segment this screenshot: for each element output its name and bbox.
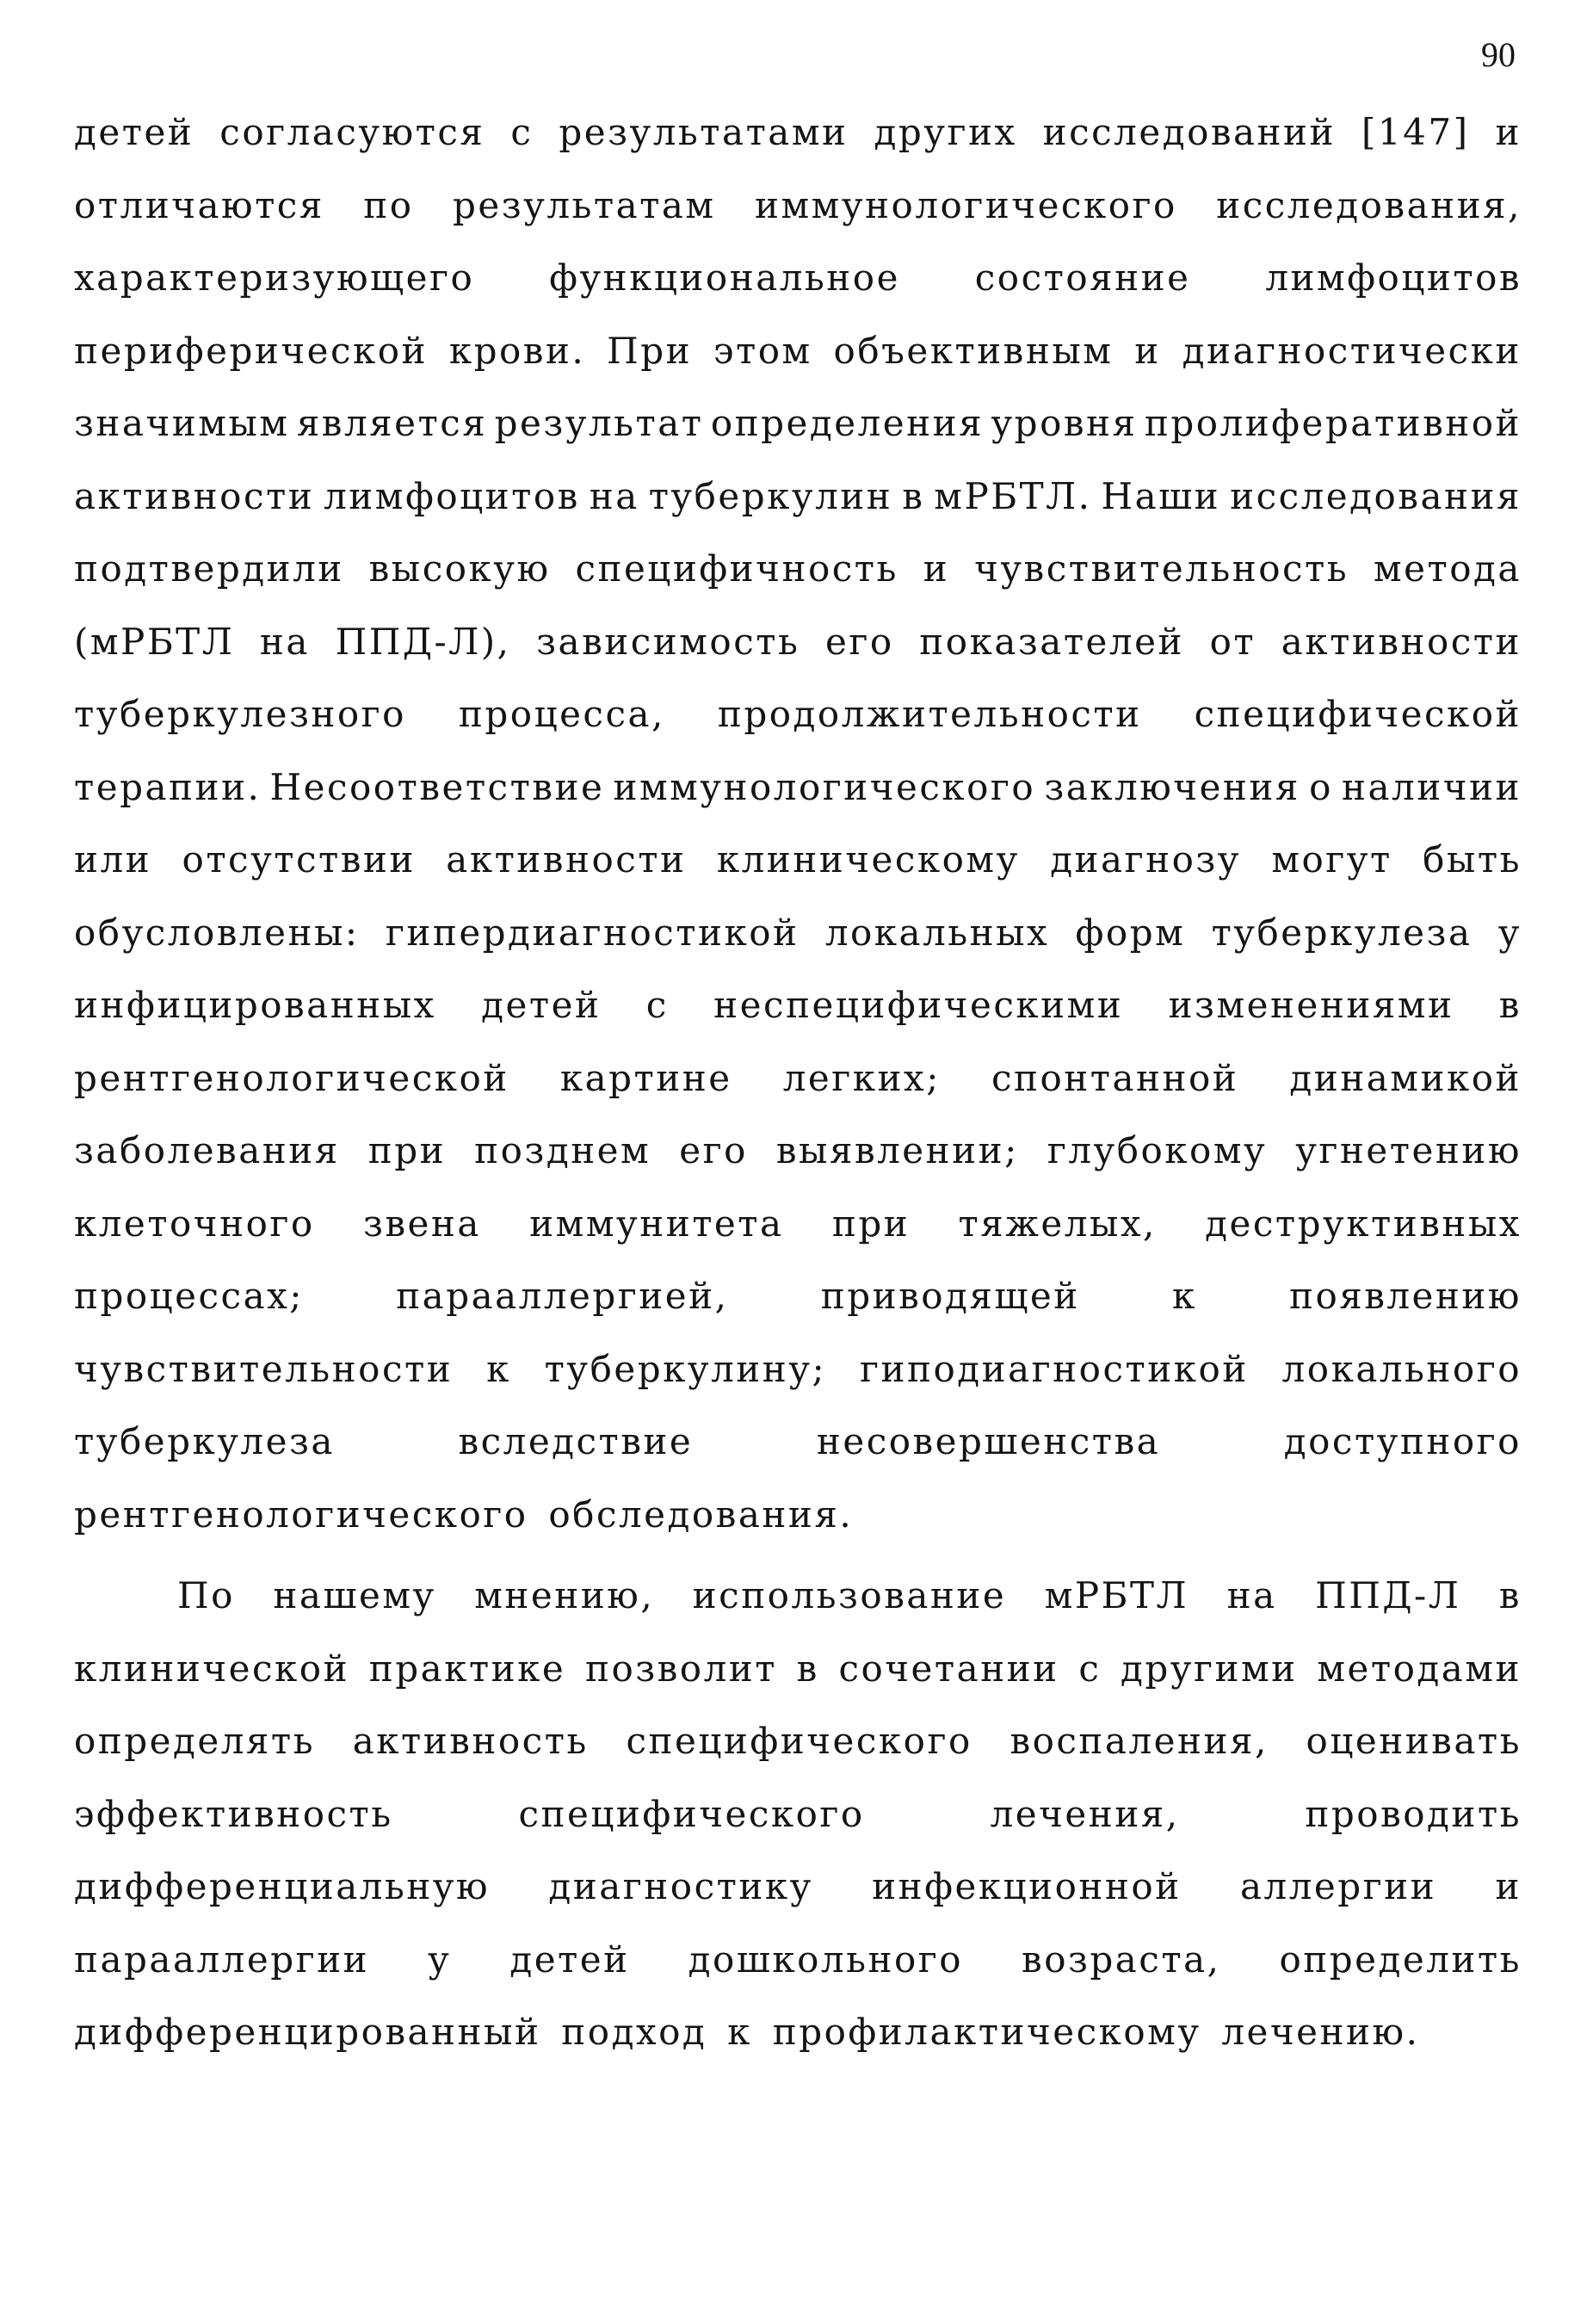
word: позволит <box>584 1647 777 1690</box>
word: отсутствии <box>182 838 416 881</box>
word: туберкулеза <box>74 1420 335 1462</box>
text-line <box>74 533 1522 606</box>
word: клиническому <box>716 838 1020 881</box>
word: проводить <box>1305 1792 1522 1835</box>
word: в <box>1498 1574 1522 1616</box>
text-line <box>74 897 1522 970</box>
word: выявлении; <box>775 1129 1019 1171</box>
word: на <box>259 620 310 663</box>
text-line <box>74 460 1522 534</box>
word: По <box>177 1574 235 1616</box>
word: в <box>1498 984 1522 1026</box>
word: быть <box>1423 838 1522 881</box>
word: показателей <box>919 620 1184 663</box>
word: аллергии <box>1240 1865 1437 1907</box>
page-number: 90 <box>1481 35 1516 74</box>
word: с <box>645 984 669 1026</box>
word: Наши <box>1101 474 1221 517</box>
word: у <box>428 1938 452 1981</box>
word: другими <box>1121 1647 1298 1690</box>
word: несовершенства <box>816 1420 1161 1462</box>
word: с <box>510 111 534 153</box>
word: При <box>607 329 693 372</box>
word: угнетению <box>1295 1129 1522 1171</box>
word: лечения, <box>990 1792 1180 1835</box>
word: диагностику <box>548 1865 813 1907</box>
word: туберкулезного <box>74 693 406 735</box>
word: объективным <box>833 329 1114 372</box>
word: парааллергией, <box>396 1275 729 1317</box>
word: состояние <box>974 257 1191 299</box>
word: уровня <box>991 402 1138 444</box>
word: высокую <box>368 547 551 590</box>
word: к <box>486 1347 511 1390</box>
text-line: дифференцированный подход к профилактическому лечению. <box>74 2011 1420 2053</box>
word: позднем <box>474 1129 651 1171</box>
word: исследований <box>1042 111 1337 153</box>
word: практике <box>368 1647 566 1690</box>
text-line <box>74 1560 1522 1633</box>
word: на <box>589 474 639 517</box>
word: пролиферативной <box>1144 402 1522 444</box>
word: ППД-Л <box>1315 1574 1461 1616</box>
word: Несоответствие <box>269 765 605 808</box>
text-line <box>74 1406 1522 1479</box>
word: периферической <box>74 329 429 372</box>
word: детей <box>481 984 602 1026</box>
word: характеризующего <box>74 257 475 299</box>
word: доступного <box>1283 1420 1522 1462</box>
text-line <box>74 96 1522 170</box>
text-line <box>74 1260 1522 1333</box>
word: специфической <box>1194 693 1522 735</box>
word: отличаются <box>74 183 324 226</box>
word: картине <box>559 1056 732 1099</box>
word: и <box>1134 329 1161 372</box>
text-line <box>74 1042 1522 1116</box>
word: туберкулеза <box>1211 911 1473 954</box>
word: неспецифическими <box>713 984 1124 1026</box>
word: подтвердили <box>74 547 344 590</box>
word: возраста, <box>1022 1938 1221 1981</box>
word: клинической <box>74 1647 350 1690</box>
word: зависимость <box>536 620 800 663</box>
word: других <box>874 111 1017 153</box>
text-line <box>74 1188 1522 1261</box>
word: наличии <box>1342 765 1522 808</box>
word: и <box>1495 111 1522 153</box>
word: активности <box>74 474 315 517</box>
word: активности <box>1281 620 1522 663</box>
word: приводящей <box>820 1275 1080 1317</box>
word: спонтанной <box>991 1056 1239 1099</box>
word: метода <box>1374 547 1522 590</box>
word: диагнозу <box>1050 838 1241 881</box>
text-line <box>74 315 1522 388</box>
word: локального <box>1281 1347 1522 1390</box>
word: этом <box>713 329 812 372</box>
text-line <box>74 678 1522 751</box>
word: обусловлены: <box>74 911 360 954</box>
word: от <box>1209 620 1256 663</box>
word: туберкулину; <box>544 1347 827 1390</box>
word: активность <box>352 1720 589 1762</box>
word: появлению <box>1288 1275 1522 1317</box>
word: нашему <box>273 1574 436 1616</box>
word: функциональное <box>549 257 900 299</box>
word: исследования, <box>1216 183 1522 226</box>
word: форм <box>1075 911 1186 954</box>
word: или <box>74 838 152 881</box>
word: специфического <box>518 1792 865 1835</box>
word: мнению, <box>474 1574 655 1616</box>
word: специфического <box>626 1720 972 1762</box>
text-line <box>74 1778 1522 1851</box>
word: чувствительности <box>74 1347 454 1390</box>
word: эффективность <box>74 1792 393 1835</box>
word: при <box>831 1202 911 1245</box>
word: ППД-Л), <box>335 620 511 663</box>
word: воспаления, <box>1010 1720 1269 1762</box>
word: дифференциальную <box>74 1865 491 1907</box>
text-line <box>74 1924 1522 1997</box>
text-line <box>74 969 1522 1042</box>
paragraph <box>74 1560 1522 2069</box>
word: гиподиагностикой <box>860 1347 1249 1390</box>
text-line <box>74 1705 1522 1778</box>
word: парааллергии <box>74 1938 370 1981</box>
word: и <box>1495 1865 1522 1907</box>
text-line <box>74 387 1522 460</box>
word: иммунологического <box>613 765 1036 808</box>
word: рентгенологической <box>74 1056 509 1099</box>
word: дошкольного <box>688 1938 964 1981</box>
word: определения <box>710 402 985 444</box>
text-line <box>74 170 1522 243</box>
word: результат <box>494 402 704 444</box>
word: согласуются <box>219 111 485 153</box>
word: инфицированных <box>74 984 436 1026</box>
word: и <box>923 547 950 590</box>
paragraph <box>74 96 1522 1551</box>
word: звена <box>362 1202 481 1245</box>
word: результатами <box>559 111 849 153</box>
text-line <box>74 1115 1522 1188</box>
word: иммунитета <box>529 1202 784 1245</box>
word: локальных <box>824 911 1050 954</box>
word: продолжительности <box>717 693 1142 735</box>
word: определить <box>1279 1938 1522 1981</box>
word: (мРБТЛ <box>74 620 235 663</box>
word: его <box>824 620 894 663</box>
word: его <box>679 1129 748 1171</box>
text-line <box>74 824 1522 897</box>
word: на <box>1226 1574 1277 1616</box>
word: о <box>1309 765 1333 808</box>
word: при <box>367 1129 447 1171</box>
word: тяжелых, <box>958 1202 1157 1245</box>
word: лимфоцитов <box>1265 257 1522 299</box>
word: к <box>1171 1275 1197 1317</box>
word: инфекционной <box>872 1865 1182 1907</box>
word: глубокому <box>1047 1129 1268 1171</box>
word: является <box>296 402 488 444</box>
word: динамикой <box>1289 1056 1522 1099</box>
word: диагностически <box>1182 329 1522 372</box>
word: результатам <box>452 183 716 226</box>
word: сочетании <box>838 1647 1059 1690</box>
word: детей <box>509 1938 630 1981</box>
word: гипердиагностикой <box>385 911 800 954</box>
word: заболевания <box>74 1129 340 1171</box>
word: в <box>796 1647 819 1690</box>
word: заключения <box>1044 765 1300 808</box>
word: активности <box>446 838 687 881</box>
word: легких; <box>782 1056 941 1099</box>
word: лимфоцитов <box>324 474 580 517</box>
word: специфичность <box>575 547 898 590</box>
word: детей <box>74 111 194 153</box>
word: у <box>1497 911 1522 954</box>
word: оценивать <box>1306 1720 1522 1762</box>
word: процесса, <box>458 693 665 735</box>
word: изменениями <box>1168 984 1454 1026</box>
word: деструктивных <box>1205 1202 1522 1245</box>
word: исследования <box>1230 474 1522 517</box>
text-line <box>74 1851 1522 1924</box>
word: вследствие <box>458 1420 694 1462</box>
word: туберкулин <box>648 474 893 517</box>
word: с <box>1078 1647 1102 1690</box>
text-line <box>74 242 1522 315</box>
word: значимым <box>74 402 290 444</box>
word: определять <box>74 1720 316 1762</box>
word: по <box>363 183 414 226</box>
text-line <box>74 751 1522 825</box>
word: могут <box>1271 838 1392 881</box>
text-line <box>74 1633 1522 1706</box>
word: в <box>902 474 925 517</box>
word: терапии. <box>74 765 262 808</box>
word: мРБТЛ. <box>934 474 1092 517</box>
word: клеточного <box>74 1202 315 1245</box>
text-line <box>74 606 1522 679</box>
word: [147] <box>1361 111 1470 153</box>
word: мРБТЛ <box>1044 1574 1189 1616</box>
word: процессах; <box>74 1275 304 1317</box>
text-line <box>74 1333 1522 1406</box>
word: использование <box>692 1574 1007 1616</box>
text-line: рентгенологического обследования. <box>74 1493 854 1536</box>
word: методами <box>1317 1647 1522 1690</box>
word: чувствительность <box>974 547 1349 590</box>
word: крови. <box>448 329 586 372</box>
word: иммунологического <box>755 183 1177 226</box>
